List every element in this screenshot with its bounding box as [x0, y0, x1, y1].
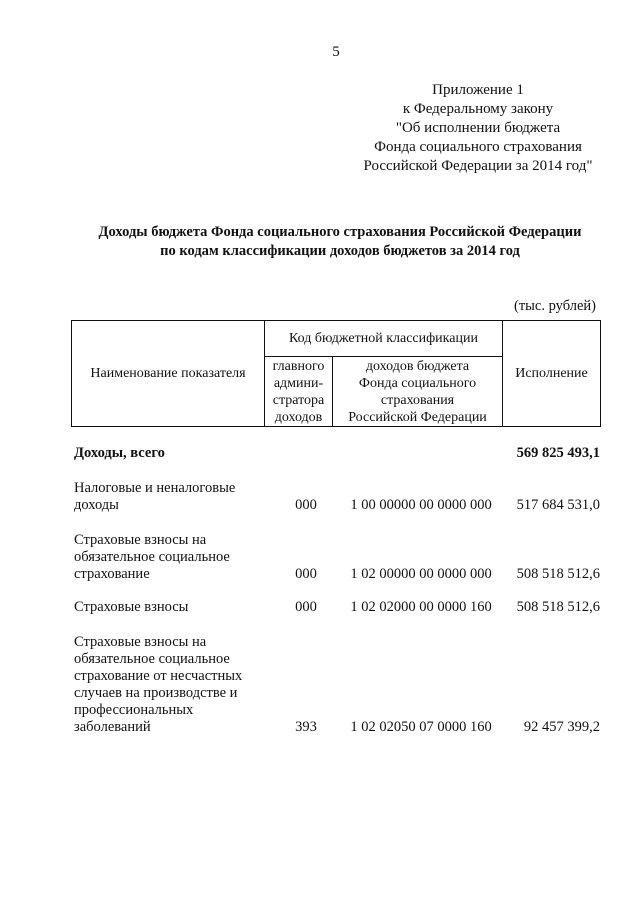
row-name [74, 532, 274, 583]
row-name-line: обязательное социальное [74, 651, 230, 667]
row-name-line: страхование от несчастных [74, 668, 243, 684]
row-income-code: 1 00 00000 00 0000 000 [350, 497, 492, 513]
row-name-line: обязательное социальное [74, 549, 230, 565]
row-name-line: страхование [74, 566, 150, 582]
row-admin-code: 000 [295, 599, 317, 615]
row-income-code: 1 02 00000 00 0000 000 [350, 566, 492, 582]
table-row [74, 445, 600, 462]
header-execution: Исполнение [515, 366, 588, 381]
header-income-line: Фонда социального [358, 375, 477, 391]
row-name-line: доходы [74, 497, 119, 513]
row-amount: 92 457 399,2 [523, 719, 600, 735]
row-income-code: 1 02 02000 00 0000 160 [350, 599, 492, 615]
header-admin-line: главного [272, 358, 325, 374]
row-amount: 517 684 531,0 [516, 497, 600, 513]
row-name [74, 445, 274, 462]
row-admin-code: 000 [295, 497, 317, 513]
row-name [74, 599, 274, 616]
row-income-code: 1 02 02050 07 0000 160 [350, 719, 492, 735]
header-income-line: доходов бюджета [365, 358, 470, 374]
table-row [74, 480, 600, 514]
row-amount: 569 825 493,1 [516, 445, 600, 461]
page-number: 5 [332, 44, 340, 60]
annex-line: Фонда социального страхования [374, 139, 582, 155]
row-name-line: случаев на производстве и [74, 685, 238, 701]
row-name-line: Страховые взносы на [74, 634, 207, 650]
row-name-line: Налоговые и неналоговые [74, 480, 236, 496]
row-admin-code: 393 [295, 719, 317, 735]
annex-block [352, 81, 604, 176]
header-admin-line: доходов [274, 409, 323, 425]
row-name-line: заболеваний [74, 719, 151, 735]
header-border-right [600, 320, 601, 427]
header-income-line: Российской Федерации [348, 409, 487, 425]
table-row [74, 532, 600, 583]
row-name-line: Доходы, всего [74, 445, 165, 461]
document-title [60, 223, 620, 261]
row-name [74, 480, 274, 514]
units-label: (тыс. рублей) [514, 298, 596, 314]
header-name: Наименование показателя [90, 366, 246, 381]
title-line: Доходы бюджета Фонда социального страхования Российской Федерации [98, 224, 582, 240]
header-budget-code: Код бюджетной классификации [289, 331, 478, 346]
title-line: по кодам классификации доходов бюджетов за 2014 год [160, 243, 520, 259]
annex-line: "Об исполнении бюджета [395, 120, 561, 136]
header-admin [265, 357, 332, 426]
annex-line: Приложение 1 [432, 82, 524, 98]
annex-line: к Федеральному закону [402, 101, 554, 117]
row-name [74, 634, 274, 736]
table-row [74, 634, 600, 736]
table-row [74, 599, 600, 616]
row-name-line: Страховые взносы [74, 599, 189, 615]
row-amount: 508 518 512,6 [516, 566, 600, 582]
header-border-bottom [71, 426, 601, 427]
header-admin-line: стратора [272, 392, 325, 408]
header-income [333, 357, 502, 426]
header-admin-line: админи- [273, 375, 324, 391]
table-header [71, 320, 601, 427]
row-admin-code: 000 [295, 566, 317, 582]
row-amount: 508 518 512,6 [516, 599, 600, 615]
header-income-line: страхования [380, 392, 455, 408]
row-name-line: Страховые взносы на [74, 532, 207, 548]
row-name-line: профессиональных [74, 702, 194, 718]
annex-line: Российской Федерации за 2014 год" [363, 158, 593, 174]
